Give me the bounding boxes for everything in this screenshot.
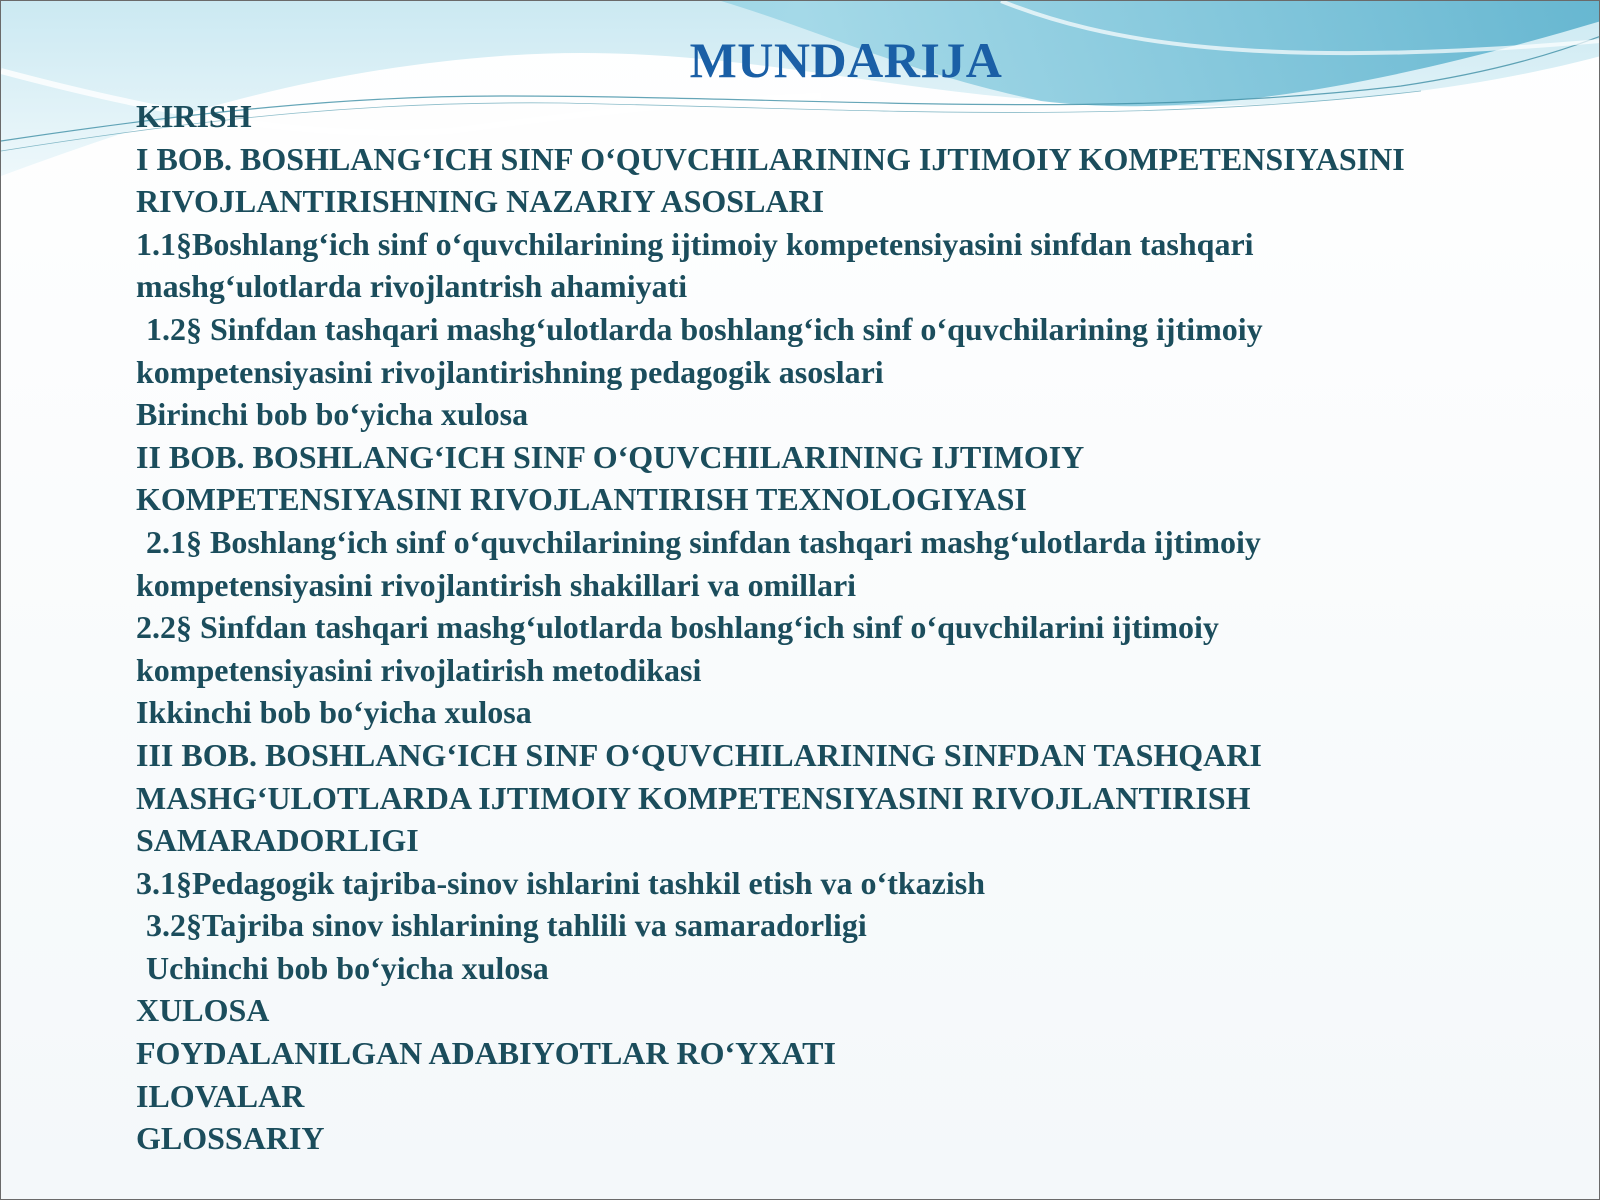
toc-entry-glossary: GLOSSARIY: [136, 1120, 325, 1157]
toc-entry-chapter-2-title-cont: KOMPETENSIYASINI RIVOJLANTIRISH TEXNOLOGIYASI: [136, 481, 1027, 518]
toc-entry-section-1-2-cont: kompetensiyasini rivojlantirishning pedagogik asoslari: [136, 353, 884, 390]
slide-title: MUNDARIJA: [689, 32, 1003, 88]
toc-entry-xulosa: XULOSA: [136, 992, 270, 1029]
toc-entry-kirish: KIRISH: [136, 98, 252, 134]
toc-entry-section-2-1-cont: kompetensiyasini rivojlantirish shakillari va omillari: [136, 566, 857, 603]
table-of-contents: [136, 95, 1576, 1160]
toc-entry-section-1-2: 1.2§ Sinfdan tashqari mashg‘ulotlarda boshlang‘ich sinf o‘quvchilarining ijtimoiy: [146, 310, 1263, 347]
toc-entry-chapter-2-conclusion: Ikkinchi bob bo‘yicha xulosa: [136, 694, 532, 731]
toc-entry-section-2-1: 2.1§ Boshlang‘ich sinf o‘quvchilarining sinfdan tashqari mashg‘ulotlarda ijtimoiy: [146, 523, 1261, 560]
toc-entry-chapter-1-title-cont: RIVOJLANTIRISHNING NAZARIY ASOSLARI: [136, 183, 825, 220]
toc-entry-references: FOYDALANILGAN ADABIYOTLAR RO‘YXATI: [136, 1035, 836, 1072]
toc-entry-chapter-1-conclusion: Birinchi bob bo‘yicha xulosa: [136, 396, 529, 433]
toc-entry-section-1-1: 1.1§Boshlang‘ich sinf o‘quvchilarining ijtimoiy kompetensiyasini sinfdan tashqari: [136, 225, 1254, 262]
toc-entry-section-2-2-cont: kompetensiyasini rivojlatirish metodikasi: [136, 651, 702, 688]
toc-entry-chapter-1-title: I BOB. BOSHLANG‘ICH SINF O‘QUVCHILARINING IJTIMOIY KOMPETENSIYASINI: [136, 140, 1405, 177]
toc-entry-section-1-1-cont: mashg‘ulotlarda rivojlantrish ahamiyati: [136, 268, 688, 305]
toc-entry-section-3-2: 3.2§Tajriba sinov ishlarining tahlili va samaradorligi: [146, 907, 867, 944]
toc-entry-chapter-3-conclusion: Uchinchi bob bo‘yicha xulosa: [146, 949, 549, 986]
toc-entry-section-3-1: 3.1§Pedagogik tajriba-sinov ishlarini tashkil etish va o‘tkazish: [136, 864, 985, 901]
toc-entry-chapter-2-title: II BOB. BOSHLANG‘ICH SINF O‘QUVCHILARINING IJTIMOIY: [136, 438, 1085, 475]
toc-entry-appendices: ILOVALAR: [136, 1077, 305, 1114]
toc-entry-chapter-3-title-cont-2: SAMARADORLIGI: [136, 822, 419, 859]
toc-entry-section-2-2: 2.2§ Sinfdan tashqari mashg‘ulotlarda boshlang‘ich sinf o‘quvchilarini ijtimoiy: [136, 609, 1219, 646]
toc-entry-chapter-3-title-cont: MASHG‘ULOTLARDA IJTIMOIY KOMPETENSIYASINI RIVOJLANTIRISH: [136, 779, 1251, 816]
toc-entry-chapter-3-title: III BOB. BOSHLANG‘ICH SINF O‘QUVCHILARINING SINFDAN TASHQARI: [136, 736, 1262, 773]
